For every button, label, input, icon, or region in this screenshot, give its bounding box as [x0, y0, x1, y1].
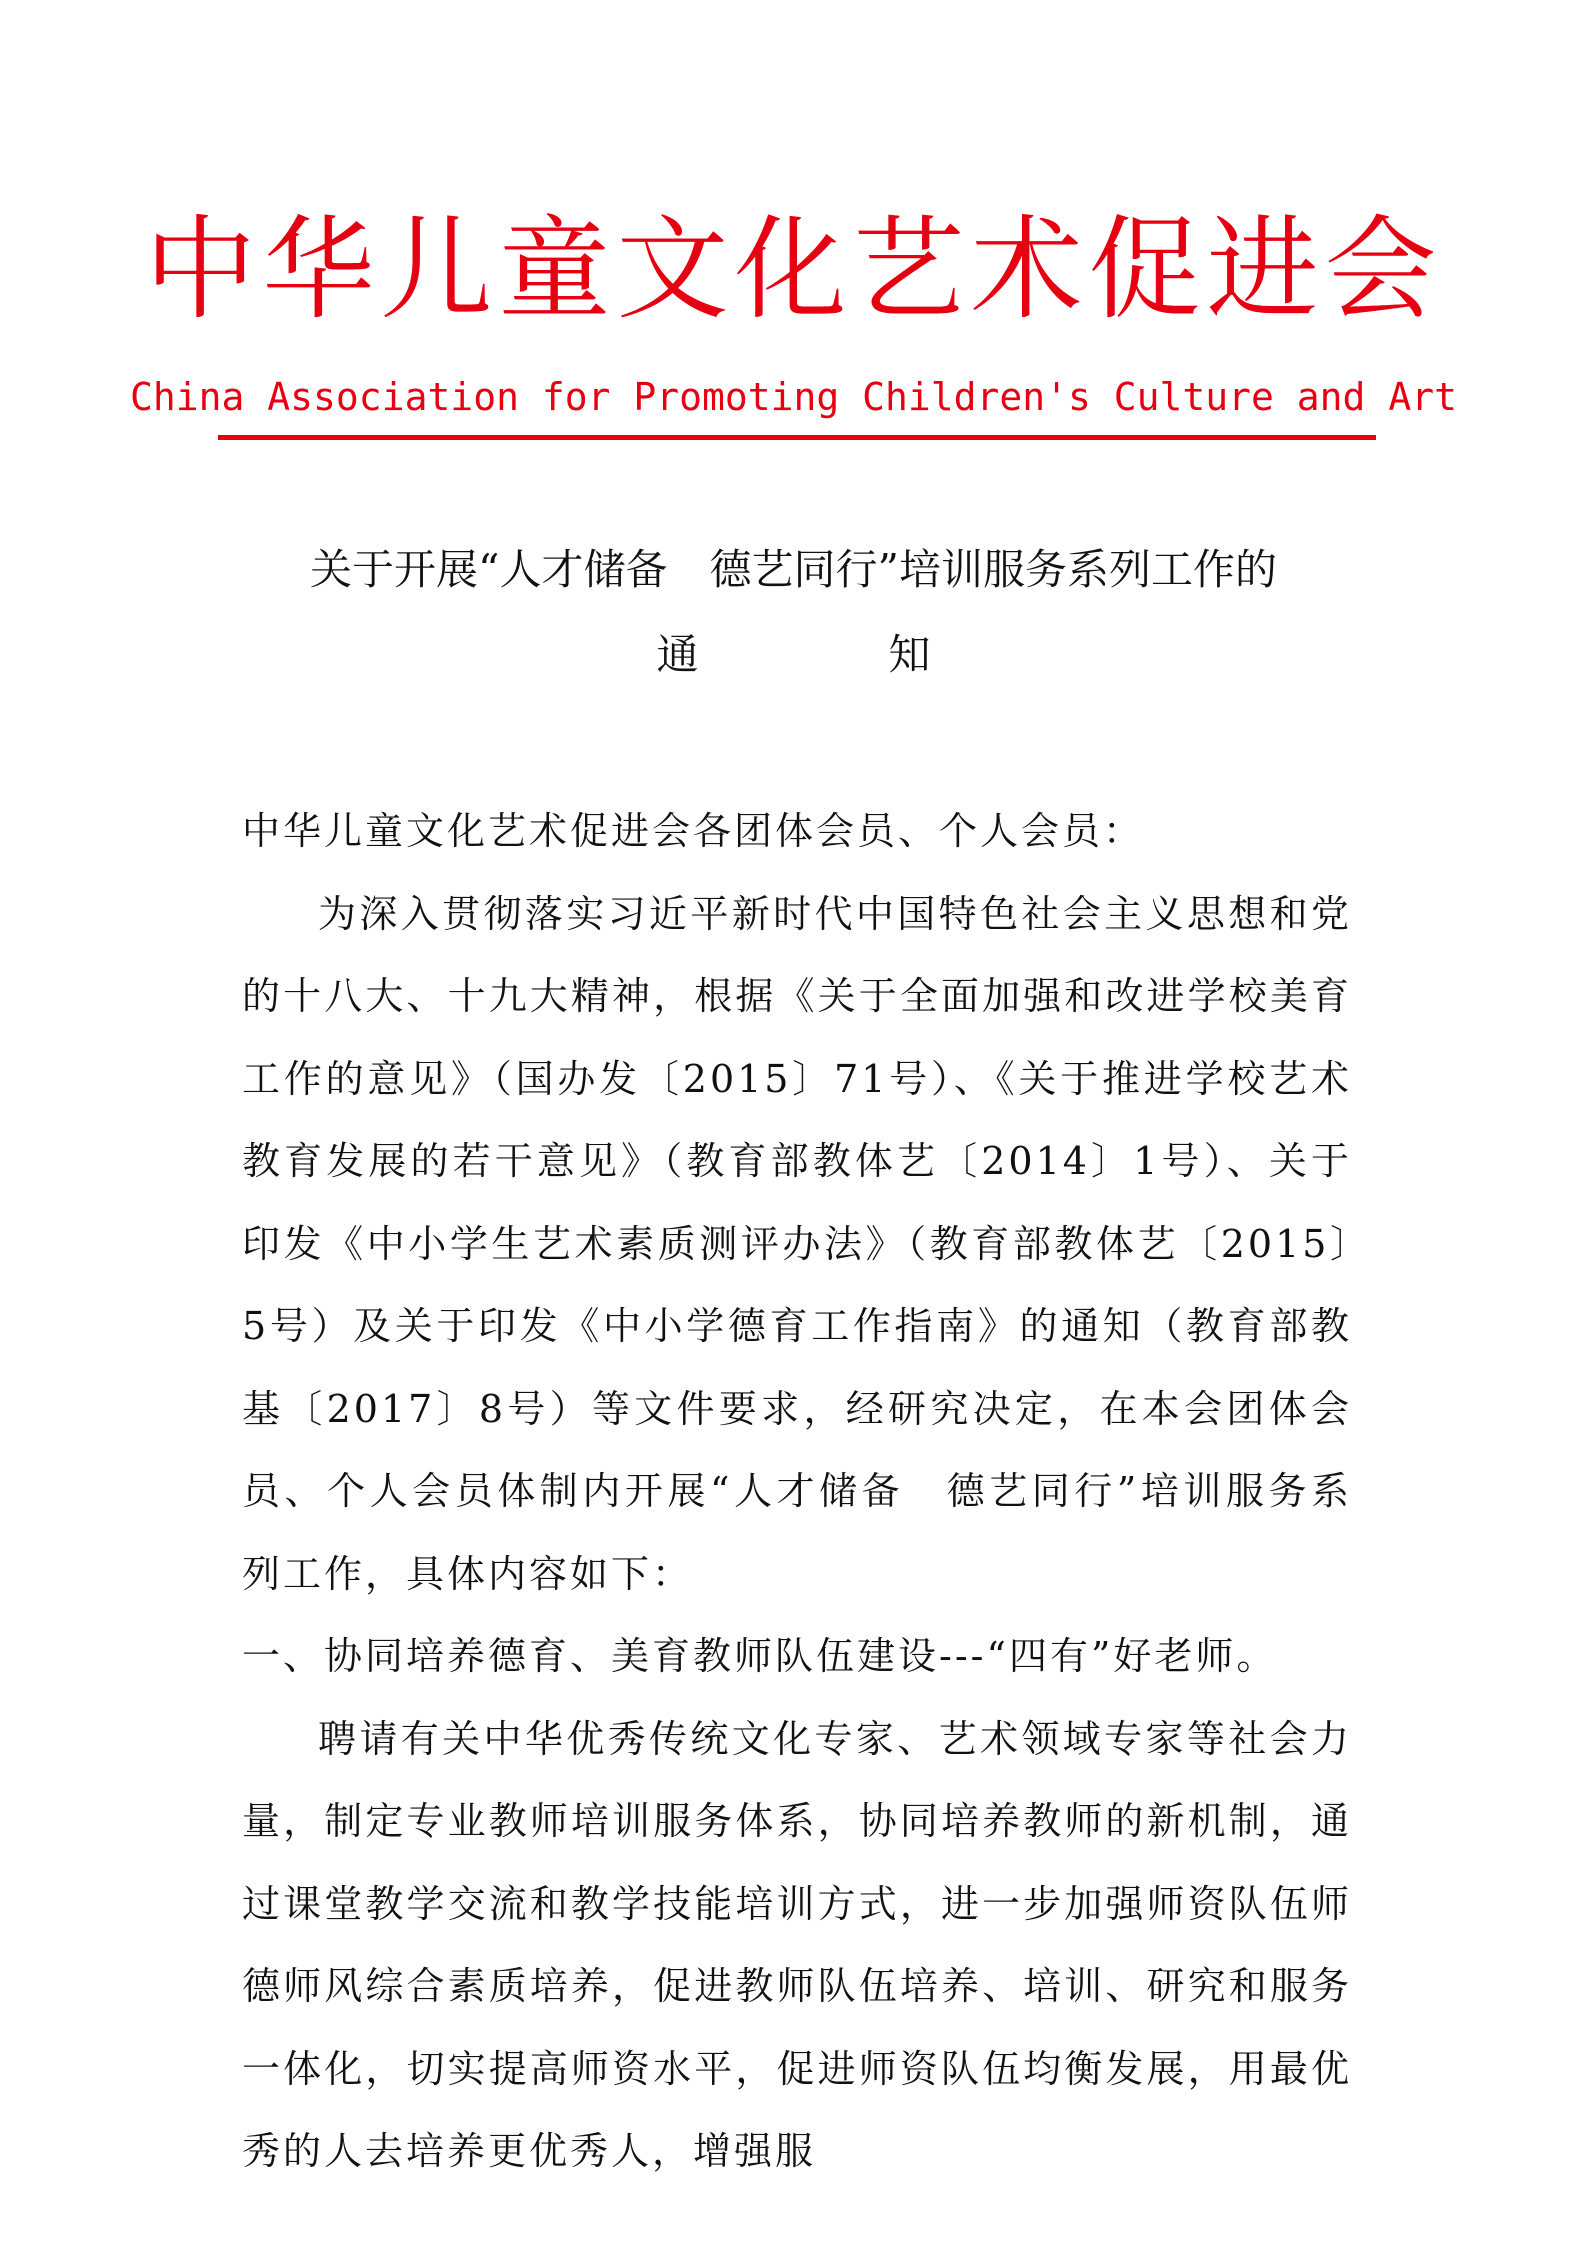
document-body	[242, 790, 1352, 2193]
document-title-char-zhi: 知	[888, 630, 931, 679]
paragraph-intro: 为深入贯彻落实习近平新时代中国特色社会主义思想和党的十八大、十九大精神，根据《关于全面加强和改进学校美育工作的意见》（国办发〔2015〕71号）、《关于推进学校艺术教育发展的若干意见》（教育部教体艺〔2014〕1号）、关于印发《中小学生艺术素质测评办法》（教育部教体艺〔2015〕5号）及关于印发《中小学德育工作指南》的通知（教育部教基〔2017〕8号）等文件要求，经研究决定，在本会团体会员、个人会员体制内开展“人才储备 德艺同行”培训服务系列工作，具体内容如下：	[242, 891, 1352, 1596]
letterhead-title: 中华儿童文化艺术促进会	[144, 205, 1443, 335]
letterhead-subtitle: China Association for Promoting Children's Culture and Art	[130, 375, 1457, 419]
document-title-line2	[0, 625, 1587, 685]
section-heading-1: 一、协同培养德育、美育教师队伍建设---“四有”好老师。	[242, 1634, 1278, 1678]
document-title-char-tong: 通	[656, 630, 699, 679]
salutation: 中华儿童文化艺术促进会各团体会员、个人会员：	[242, 809, 1145, 853]
paragraph-section-1: 聘请有关中华优秀传统文化专家、艺术领域专家等社会力量，制定专业教师培训服务体系，协同培养教师的新机制，通过课堂教学交流和教学技能培训方式，进一步加强师资队伍师德师风综合素质培养，促进教师队伍培养、培训、研究和服务一体化，切实提高师资水平，促进师资队伍均衡发展，用最优秀的人去培养更优秀人，增强服	[242, 1716, 1352, 2173]
letterhead-red-rule	[218, 435, 1376, 440]
document-title-line1: 关于开展“人才储备 德艺同行”培训服务系列工作的	[310, 545, 1277, 594]
